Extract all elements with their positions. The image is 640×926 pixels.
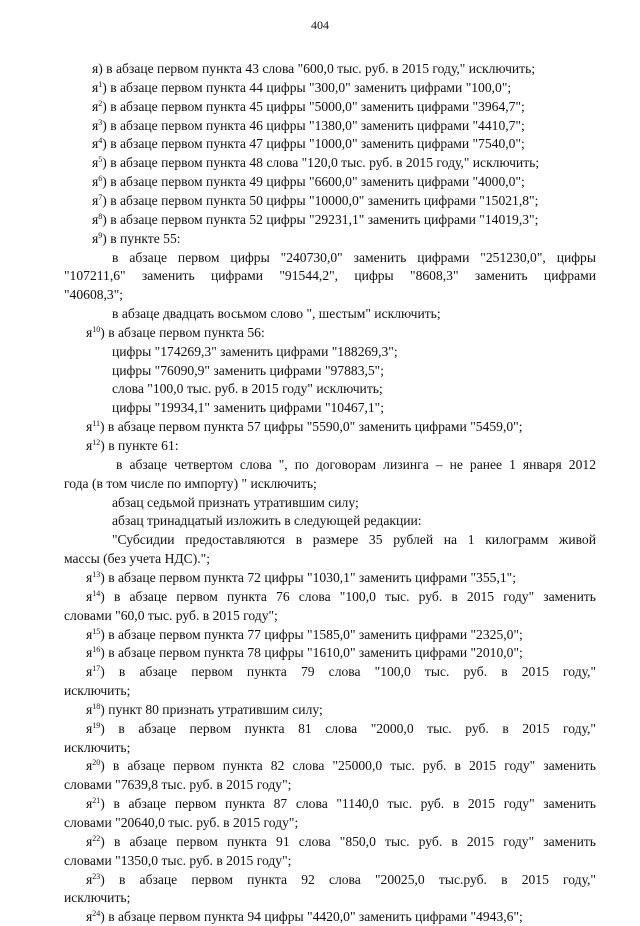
text-line: [64, 550, 210, 568]
item-letter: я: [86, 419, 93, 435]
item-paren: ): [102, 211, 111, 227]
text-line: [64, 852, 291, 870]
item-paren: ): [100, 871, 119, 887]
text-line: [64, 437, 179, 455]
text-line: [64, 117, 525, 135]
text-line: [64, 343, 398, 361]
line-text: "107211,6" заменить цифрами "91544,2", цифры "8608,3" заменить цифрами: [64, 268, 596, 284]
line-text: в абзаце первом пункта 79 слова "100,0 тыс. руб. в 2015 году,": [118, 664, 596, 680]
item-paren: ): [102, 79, 111, 95]
text-line: [64, 776, 291, 794]
line-text: в абзаце первом пункта 76 слова "100,0 тыс. руб. в 2015 году" заменить: [113, 588, 596, 604]
item-paren: ): [100, 720, 119, 736]
line-text: исключить;: [64, 739, 131, 755]
text-line: [64, 267, 596, 285]
line-text: цифры "174269,3" заменить цифрами "188269,3";: [112, 343, 398, 359]
item-letter: я: [92, 192, 99, 208]
item-letter: я: [86, 324, 93, 340]
text-line: [64, 626, 523, 644]
text-line: [64, 833, 596, 851]
text-line: [64, 701, 323, 719]
line-text: пункт 80 признать утратившим силу;: [108, 701, 323, 717]
item-superscript: 17: [92, 664, 101, 674]
line-text: абзац тринадцатый изложить в следующей редакции:: [112, 513, 422, 529]
text-line: [64, 286, 123, 304]
item-letter: я: [86, 796, 93, 812]
line-text: в абзаце двадцать восьмом слово ", шестым" исключить;: [112, 306, 441, 322]
text-line: [64, 644, 523, 662]
item-letter: я: [86, 569, 93, 585]
item-paren: ): [100, 833, 114, 849]
line-text: в абзаце первом пункта 56:: [108, 324, 265, 340]
line-text: в абзаце первом пункта 47 цифры "1000,0" заменить цифрами "7540,0";: [110, 136, 525, 152]
line-text: "40608,3";: [64, 287, 124, 303]
text-line: [64, 380, 383, 398]
line-text: словами "60,0 тыс. руб. в 2015 году";: [64, 607, 278, 623]
item-superscript: 11: [92, 419, 100, 429]
item-paren: ): [102, 136, 111, 152]
item-superscript: 10: [92, 324, 101, 334]
item-paren: ): [102, 98, 111, 114]
page-number: 404: [311, 18, 329, 32]
text-line: [64, 154, 539, 172]
item-superscript: 14: [92, 588, 101, 598]
line-text: я) в абзаце первом пункта 43 слова "600,0 тыс. руб. в 2015 году," исключить;: [92, 61, 536, 76]
line-text: в абзаце первом пункта 46 цифры "1380,0" заменить цифрами "4410,7";: [110, 117, 525, 133]
line-text: исключить;: [64, 683, 131, 699]
text-line: [64, 588, 596, 606]
item-paren: ): [99, 419, 108, 435]
line-text: абзац седьмой признать утратившим силу;: [112, 494, 359, 510]
text-line: [64, 399, 384, 417]
text-line: [64, 757, 596, 775]
item-paren: ): [100, 626, 109, 642]
item-letter: я: [86, 588, 93, 604]
text-line: [64, 211, 538, 229]
item-paren: ): [100, 796, 114, 812]
item-letter: я: [86, 720, 93, 736]
item-superscript: 3: [98, 117, 103, 127]
text-line: [64, 305, 441, 323]
text-line: [64, 475, 317, 493]
item-paren: ): [100, 645, 109, 661]
line-text: в абзаце первом пункта 77 цифры "1585,0" заменить цифрами "2325,0";: [108, 626, 523, 642]
item-superscript: 12: [92, 438, 101, 447]
item-paren: ): [100, 701, 109, 717]
item-paren: ): [100, 588, 114, 604]
text-line: [64, 531, 596, 549]
line-text: слова "100,0 тыс. руб. в 2015 году" исключить;: [112, 381, 383, 397]
item-superscript: 21: [92, 796, 101, 806]
line-text: в абзаце четвертом слова ", по договорам лизинга – не ранее 1 января 2012: [116, 456, 596, 472]
item-letter: я: [92, 174, 99, 190]
text-line: [64, 682, 130, 700]
text-line: [64, 795, 596, 813]
item-superscript: 20: [92, 758, 101, 768]
text-line: [64, 192, 538, 210]
item-paren: ): [102, 117, 111, 133]
item-letter: я: [86, 438, 93, 453]
line-text: в абзаце первом пункта 94 цифры "4420,0" заменить цифрами "4943,6";: [108, 909, 523, 925]
item-superscript: 9: [98, 230, 103, 240]
item-superscript: 13: [92, 569, 101, 579]
line-text: в абзаце первом пункта 82 слова "25000,0 тыс. руб. в 2015 году" заменить: [112, 758, 596, 774]
text-line: [64, 739, 130, 757]
line-text: в абзаце первом пункта 57 цифры "5590,0" заменить цифрами "5459,0";: [107, 419, 523, 435]
item-paren: ): [102, 174, 111, 190]
item-paren: ): [102, 155, 111, 171]
text-line: [64, 362, 384, 380]
line-text: в абзаце первом пункта 45 цифры "5000,0" заменить цифрами "3964,7";: [110, 98, 525, 114]
item-superscript: 2: [98, 98, 103, 108]
line-text: цифры "76090,9" заменить цифрами "97883,5";: [112, 362, 385, 378]
line-text: словами "20640,0 тыс. руб. в 2015 году";: [64, 815, 299, 830]
item-paren: ): [100, 758, 113, 774]
item-paren: ): [100, 664, 119, 680]
text-line: [64, 814, 298, 832]
item-letter: я: [92, 230, 99, 246]
item-letter: я: [86, 701, 93, 717]
line-text: "Субсидии предоставляются в размере 35 рублей на 1 килограмм живой: [112, 532, 596, 548]
item-paren: ): [102, 230, 111, 246]
line-text: в абзаце первом пункта 87 слова "1140,0 тыс. руб. в 2015 году" заменить: [113, 796, 596, 812]
item-letter: я: [86, 871, 93, 887]
line-text: в абзаце первом пункта 49 цифры "6600,0" заменить цифрами "4000,0";: [110, 174, 525, 190]
line-text: словами "7639,8 тыс. руб. в 2015 году";: [64, 777, 292, 793]
text-line: [64, 135, 525, 153]
text-line: [64, 663, 596, 681]
item-superscript: 18: [92, 701, 101, 711]
line-text: в абзаце первом пункта 48 слова "120,0 тыс. руб. в 2015 году," исключить;: [110, 155, 540, 171]
text-line: [64, 324, 265, 342]
line-text: в абзаце первом пункта 72 цифры "1030,1" заменить цифрами "355,1";: [108, 569, 516, 585]
item-superscript: 15: [92, 626, 101, 636]
text-line: [64, 908, 523, 926]
line-text: в пункте 55:: [110, 230, 181, 246]
text-line: [64, 494, 359, 512]
text-line: [64, 512, 422, 530]
item-paren: ): [100, 569, 109, 585]
item-superscript: 22: [92, 833, 101, 843]
text-line: [64, 456, 596, 474]
line-text: в абзаце первом пункта 78 цифры "1610,0" заменить цифрами "2010,0";: [108, 645, 523, 661]
item-superscript: 6: [98, 174, 103, 184]
line-text: в абзаце первом пункта 81 слова "2000,0 тыс. руб. в 2015 году,": [118, 720, 596, 736]
item-paren: ): [100, 909, 109, 925]
text-line: [64, 173, 525, 191]
line-text: в абзаце первом цифры "240730,0" заменить цифрами "251230,0", цифры: [112, 249, 596, 265]
item-superscript: 19: [92, 720, 101, 730]
text-line: [64, 60, 535, 78]
item-letter: я: [92, 98, 99, 114]
text-line: [64, 98, 525, 116]
line-text: цифры "19934,1" заменить цифрами "10467,1";: [112, 400, 385, 416]
line-text: словами "1350,0 тыс. руб. в 2015 году";: [64, 852, 292, 868]
item-superscript: 24: [92, 909, 101, 919]
item-superscript: 23: [92, 871, 101, 881]
item-superscript: 8: [98, 211, 103, 221]
item-letter: я: [86, 833, 93, 849]
line-text: исключить;: [64, 890, 131, 906]
item-superscript: 7: [98, 192, 103, 202]
line-text: в абзаце первом пункта 50 цифры "10000,0" заменить цифрами "15021,8";: [110, 192, 539, 208]
text-line: [64, 230, 181, 248]
item-letter: я: [92, 211, 99, 227]
item-superscript: 16: [92, 645, 101, 655]
line-text: массы (без учета НДС).";: [64, 551, 210, 567]
text-line: [64, 249, 596, 267]
text-line: [64, 607, 278, 625]
line-text: в абзаце первом пункта 91 слова "850,0 тыс. руб. в 2015 году" заменить: [113, 833, 596, 849]
line-text: в пункте 61:: [108, 438, 179, 453]
line-text: в абзаце первом пункта 44 цифры "300,0" заменить цифрами "100,0";: [110, 79, 512, 95]
item-superscript: 1: [98, 79, 103, 89]
line-text: в абзаце первом пункта 92 слова "20025,0 тыс.руб. в 2015 году,": [118, 871, 596, 887]
item-letter: я: [92, 117, 99, 133]
item-letter: я: [92, 79, 99, 95]
line-text: года (в том числе по импорту) " исключить;: [64, 475, 317, 491]
item-letter: я: [86, 909, 93, 925]
item-letter: я: [92, 136, 99, 152]
item-superscript: 5: [98, 155, 103, 165]
text-line: [64, 569, 516, 587]
item-paren: ): [100, 438, 109, 453]
text-line: [64, 871, 596, 889]
text-line: [64, 720, 596, 738]
item-paren: ): [100, 324, 109, 340]
item-letter: я: [92, 155, 99, 171]
item-superscript: 4: [98, 136, 103, 146]
line-text: в абзаце первом пункта 52 цифры "29231,1" заменить цифрами "14019,3";: [110, 211, 539, 227]
item-paren: ): [102, 192, 111, 208]
text-line: [64, 418, 522, 436]
text-line: [64, 79, 511, 97]
item-letter: я: [86, 645, 93, 661]
item-letter: я: [86, 664, 93, 680]
item-letter: я: [86, 758, 93, 774]
item-letter: я: [86, 626, 93, 642]
